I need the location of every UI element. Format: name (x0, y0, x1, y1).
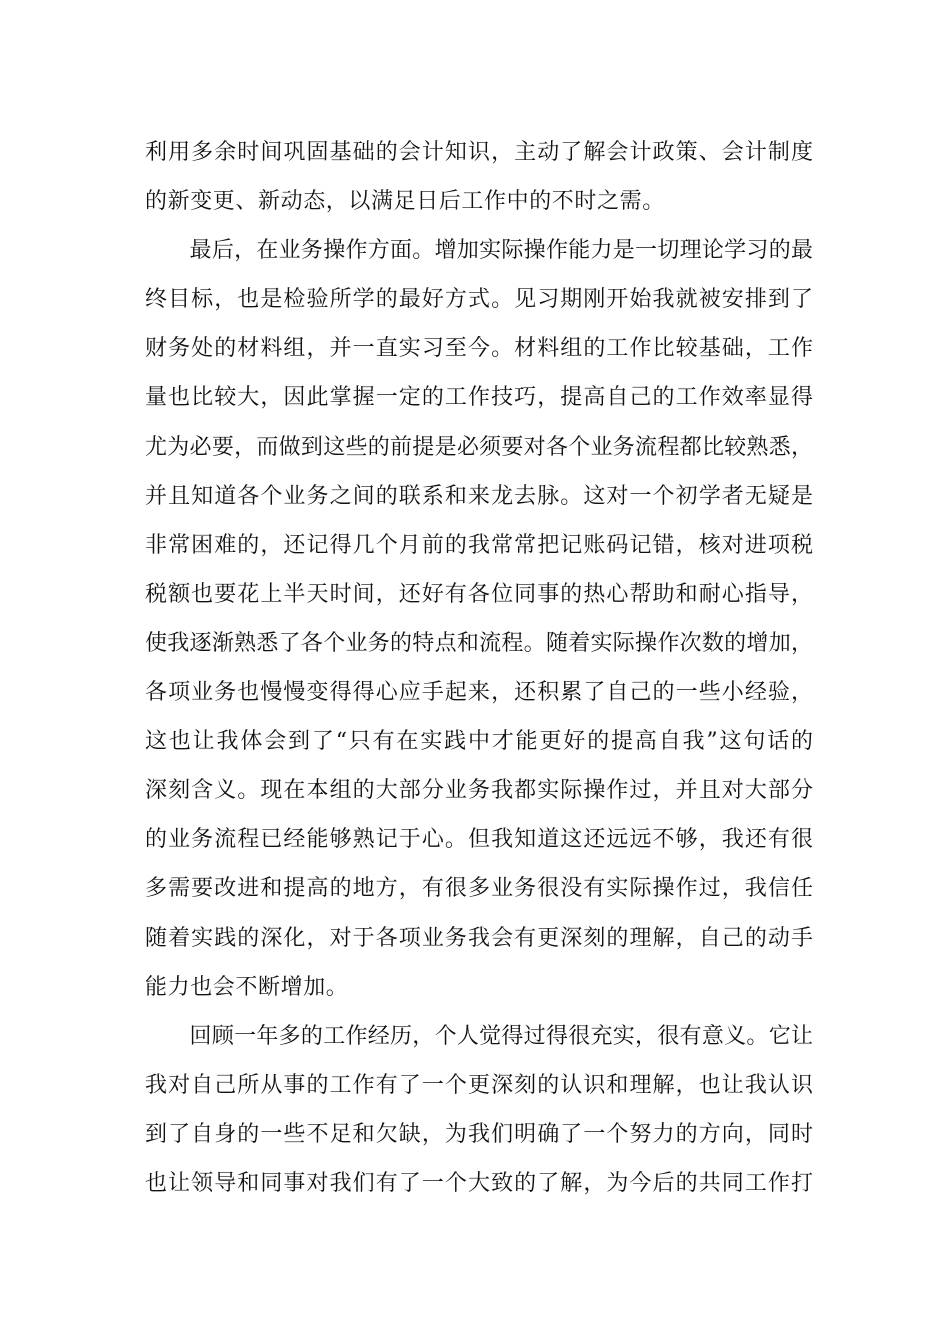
text-line: 深刻含义。现在本组的大部分业务我都实际操作过，并且对大部分 (145, 778, 813, 804)
text-line: 非常困难的，还记得几个月前的我常常把记账码记错，核对进项税 (145, 532, 813, 558)
text-line: 税额也要花上半天时间，还好有各位同事的热心帮助和耐心指导， (145, 581, 813, 607)
text-line: 终目标，也是检验所学的最好方式。见习期刚开始我就被安排到了 (145, 287, 813, 313)
text-line: 各项业务也慢慢变得得心应手起来，还积累了自己的一些小经验， (145, 680, 813, 706)
text-line: 尤为必要，而做到这些的前提是必须要对各个业务流程都比较熟悉， (145, 434, 813, 460)
text-line: 也让领导和同事对我们有了一个大致的了解，为今后的共同工作打 (145, 1170, 813, 1196)
text-line: 量也比较大，因此掌握一定的工作技巧，提高自己的工作效率显得 (145, 385, 813, 411)
text-line: 的新变更、新动态，以满足日后工作中的不时之需。 (145, 189, 665, 215)
text-line: 使我逐渐熟悉了各个业务的特点和流程。随着实际操作次数的增加， (145, 630, 813, 656)
text-line: 回顾一年多的工作经历，个人觉得过得很充实，很有意义。它让 (145, 1023, 813, 1049)
text-line: 随着实践的深化，对于各项业务我会有更深刻的理解，自己的动手 (145, 925, 813, 951)
text-line: 利用多余时间巩固基础的会计知识，主动了解会计政策、会计制度 (145, 140, 813, 165)
text-line: 我对自己所从事的工作有了一个更深刻的认识和理解，也让我认识 (145, 1072, 813, 1098)
text-line: 多需要改进和提高的地方，有很多业务很没有实际操作过，我信任 (145, 876, 813, 902)
text-line: 的业务流程已经能够熟记于心。但我知道这还远远不够，我还有很 (145, 827, 813, 853)
text-line: 最后，在业务操作方面。增加实际操作能力是一切理论学习的最 (145, 238, 813, 264)
text-line: 财务处的材料组，并一直实习至今。材料组的工作比较基础，工作 (145, 336, 813, 362)
body-text (145, 128, 813, 1208)
text-line: 这也让我体会到了“只有在实践中才能更好的提高自我”这句话的 (145, 729, 813, 755)
text-line: 并且知道各个业务之间的联系和来龙去脉。这对一个初学者无疑是 (145, 483, 813, 509)
text-line: 能力也会不断增加。 (145, 974, 349, 1000)
text-line: 到了自身的一些不足和欠缺，为我们明确了一个努力的方向，同时 (145, 1121, 813, 1147)
